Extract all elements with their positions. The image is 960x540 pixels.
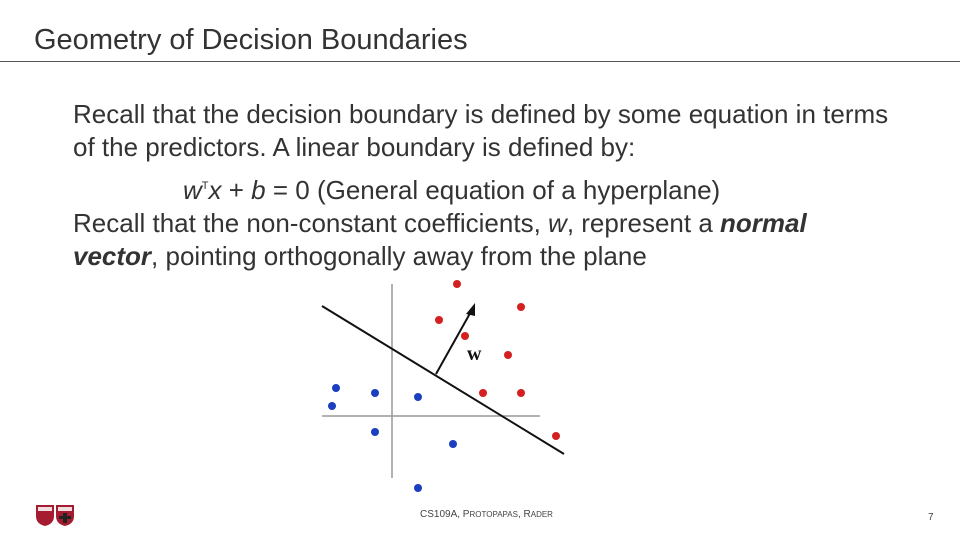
blue-point: [449, 440, 457, 448]
eq-x: x: [208, 175, 222, 205]
red-point: [453, 280, 461, 288]
para2-normal-vector: normal vector: [73, 208, 807, 271]
blue-point: [414, 484, 422, 492]
decision-boundary-diagram: [310, 276, 580, 496]
decision-boundary-line: [322, 306, 564, 454]
eq-plus: +: [221, 175, 252, 205]
red-point: [517, 389, 525, 397]
blue-point: [332, 384, 340, 392]
title-divider: [0, 61, 960, 62]
blue-point: [414, 393, 422, 401]
page-number: 7: [928, 512, 934, 523]
harvard-shields-logo: [35, 503, 75, 527]
slide-title: Geometry of Decision Boundaries: [34, 24, 468, 56]
blue-point: [371, 428, 379, 436]
eq-b: b: [251, 175, 266, 205]
blue-point: [371, 389, 379, 397]
red-point: [504, 351, 512, 359]
footer-course-credit: CS109A, PROTOPAPAS, RADER: [420, 509, 553, 520]
para2-w: w: [548, 208, 567, 238]
red-point: [435, 316, 443, 324]
red-point: [479, 389, 487, 397]
para2-text-2: , represent a: [566, 208, 721, 238]
para2-text-1: Recall that the non-constant coefficients,: [73, 208, 549, 238]
red-point: [552, 432, 560, 440]
red-point: [517, 303, 525, 311]
vector-label: w: [467, 343, 482, 365]
para2-text-3: , pointing orthogonally away from the plane: [151, 241, 647, 271]
slide-body: [73, 98, 893, 273]
arrow-head: [466, 303, 475, 316]
paragraph-normal-vector: [73, 207, 893, 273]
eq-transpose: T: [201, 180, 209, 192]
eq-rest: = 0 (General equation of a hyperplane): [265, 175, 721, 205]
eq-w: w: [183, 175, 202, 205]
paragraph-intro: Recall that the decision boundary is defined by some equation in terms of the predictors. A linear boundary is defined by:: [73, 99, 889, 162]
hyperplane-equation: [73, 170, 893, 207]
blue-point: [328, 402, 336, 410]
red-point: [461, 332, 469, 340]
